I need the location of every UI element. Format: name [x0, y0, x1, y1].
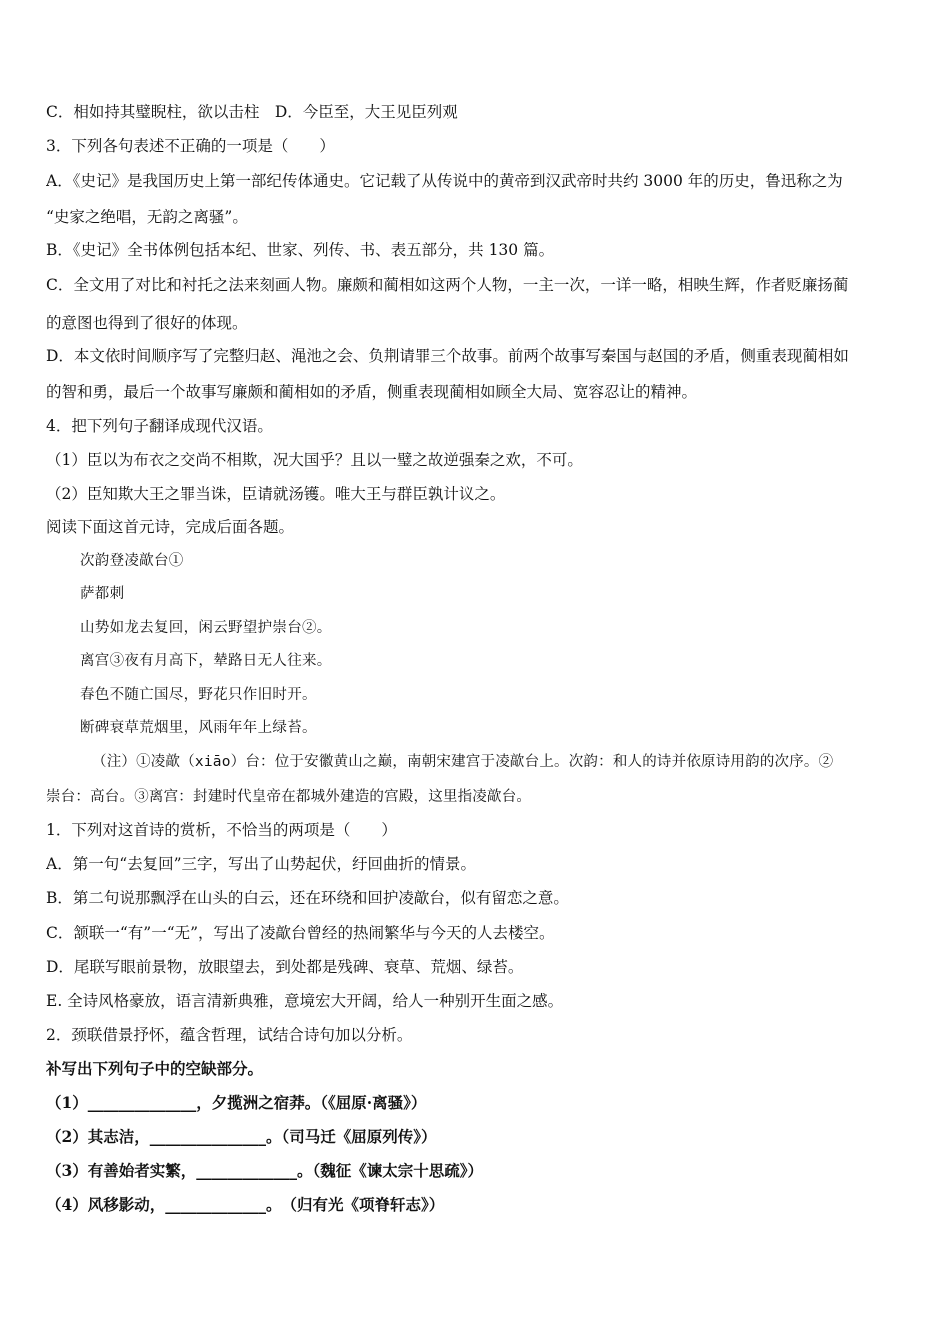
fill-blank-item-1: （1）______________，夕揽洲之宿莽。（《屈原·离骚》） [46, 1093, 427, 1112]
question-4-item-1: （1）臣以为布衣之交尚不相欺，况大国乎？且以一璧之故逆强秦之欢，不可。 [46, 451, 583, 469]
question-4-stem: 4．把下列句子翻译成现代汉语。 [46, 417, 273, 435]
poem-question-1-option-d: D．尾联写眼前景物，放眼望去，到处都是残碑、衰草、荒烟、绿苔。 [46, 958, 524, 976]
poem-line-4: 断碑衰草荒烟里，风雨年年上绿苔。 [80, 720, 317, 736]
poem-line-1: 山势如龙去复回，闲云野望护崇台②。 [80, 620, 332, 636]
question-3-option-a-cont: “史家之绝唱，无韵之离骚”。 [46, 208, 248, 226]
poem-question-1-option-a: A．第一句“去复回”三字，写出了山势起伏，纡回曲折的情景。 [46, 855, 477, 873]
poem-note: （注）①凌歊（xiāo）台：位于安徽黄山之巅，南朝宋建宫于凌歊台上。次韵：和人的诗并依原诗用韵的次序。② [92, 754, 834, 770]
question-2-options-cd: C．相如持其璧睨柱，欲以击柱 D．今臣至，大王见臣列观 [46, 103, 458, 121]
question-4-item-2: （2）臣知欺大王之罪当诛，臣请就汤镬。唯大王与群臣孰计议之。 [46, 485, 506, 503]
poem-note-cont: 崇台：高台。③离宫：封建时代皇帝在都城外建造的宫殿，这里指凌歊台。 [46, 789, 532, 805]
poem-question-2: 2．颈联借景抒怀，蕴含哲理，试结合诗句加以分析。 [46, 1026, 413, 1044]
question-3-option-c-cont: 的意图也得到了很好的体现。 [46, 314, 248, 332]
poem-line-2: 离宫③夜有月高下，辇路日无人往来。 [80, 653, 332, 669]
question-3-option-d: D．本文依时间顺序写了完整归赵、渑池之会、负荆请罪三个故事。前两个故事写秦国与赵国的矛盾，侧重表现蔺相如 [46, 347, 849, 365]
question-3-option-d-cont: 的智和勇，最后一个故事写廉颇和蔺相如的矛盾，侧重表现蔺相如顾全大局、宽容忍让的精神。 [46, 383, 698, 401]
question-3-option-c: C．全文用了对比和衬托之法来刻画人物。廉颇和蔺相如这两个人物，一主一次，一详一略，相映生辉，作者贬廉扬蔺 [46, 276, 849, 294]
fill-blank-item-3: （3）有善始者实繁，_____________。（魏征《谏太宗十思疏》） [46, 1161, 484, 1180]
poem-section-instruction: 阅读下面这首元诗，完成后面各题。 [46, 518, 295, 536]
question-3-option-b: B．《史记》全书体例包括本纪、世家、列传、书、表五部分，共 130 篇。 [46, 241, 555, 259]
fill-blank-item-2: （2）其志洁，_______________。（司马迁《屈原列传》） [46, 1127, 437, 1146]
poem-question-1-stem: 1．下列对这首诗的赏析，不恰当的两项是（ ） [46, 821, 397, 839]
poem-question-1-option-c: C．颔联一“有”一“无”，写出了凌歊台曾经的热闹繁华与今天的人去楼空。 [46, 924, 555, 942]
poem-title: 次韵登凌歊台① [80, 553, 184, 569]
question-3-option-a: A．《史记》是我国历史上第一部纪传体通史。它记载了从传说中的黄帝到汉武帝时共约 3000 年的历史，鲁迅称之为 [46, 172, 843, 190]
question-3-stem: 3．下列各句表述不正确的一项是（ ） [46, 137, 335, 155]
fill-blank-item-4: （4）风移影动，_____________。 （归有光《项脊轩志》） [46, 1195, 445, 1214]
poem-question-1-option-e: E. 全诗风格豪放，语言清新典雅，意境宏大开阔，给人一种别开生面之感。 [46, 992, 564, 1010]
poem-author: 萨都刺 [80, 586, 125, 602]
poem-question-1-option-b: B．第二句说那飘浮在山头的白云，还在环绕和回护凌歊台，似有留恋之意。 [46, 889, 569, 907]
poem-line-3: 春色不随亡国尽，野花只作旧时开。 [80, 687, 317, 703]
fill-blank-heading: 补写出下列句子中的空缺部分。 [46, 1059, 264, 1078]
